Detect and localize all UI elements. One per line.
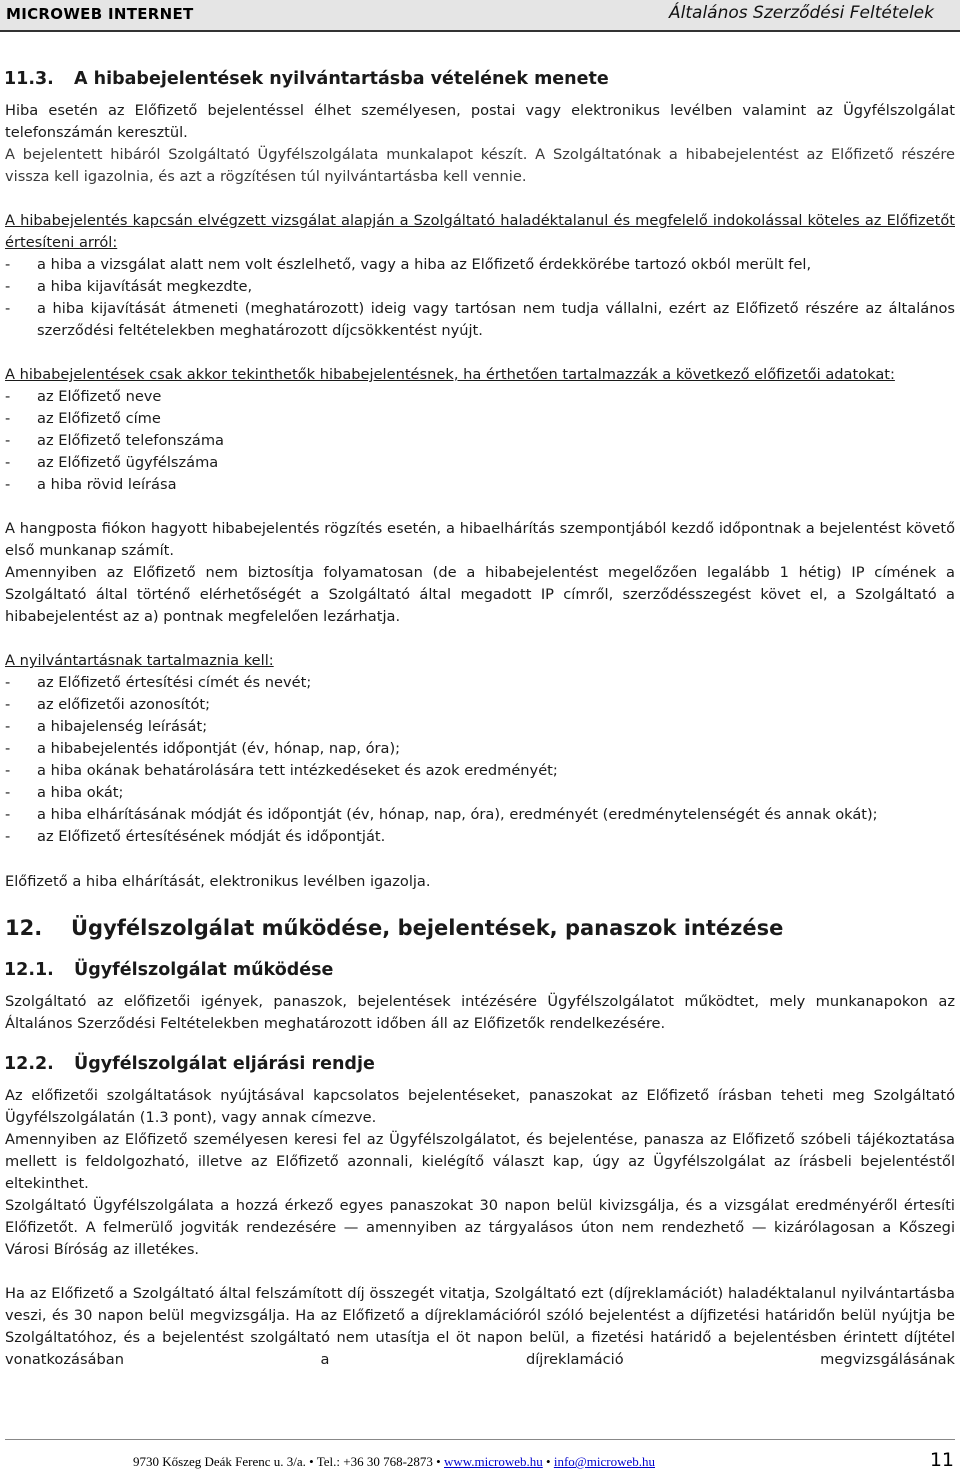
notification-list: [5, 254, 955, 342]
document-body: [5, 66, 955, 1371]
list-item: - a hiba elhárításának módját és időpontját (év, hónap, nap, óra), eredményét (eredménytelenségét és annak okát);: [5, 806, 878, 823]
paragraph: Hiba esetén az Előfizető bejelentéssel élhet személyesen, postai vagy elektronikus levélben valamint az Ügyfélszolgálat telefonszámán keresztül.: [5, 102, 955, 141]
section-title: A hibabejelentések nyilvántartásba vételének menete: [74, 69, 609, 89]
section-heading-11-3: [5, 66, 955, 92]
paragraph: Az előfizetői szolgáltatások nyújtásával kapcsolatos bejelentéseket, panaszokat az Előfizető írásban teheti meg Szolgáltató Ügyfélszolgálatán (1.3 pont), vagy annak címezve.: [5, 1087, 955, 1126]
required-data-list: [5, 386, 955, 496]
list-item: - a hibajelenség leírását;: [5, 718, 208, 735]
company-name: MICROWEB INTERNET: [6, 5, 194, 23]
list-item: - az Előfizető ügyfélszáma: [5, 454, 219, 471]
list-item: - az Előfizető telefonszáma: [5, 432, 224, 449]
section-number: 12.2.: [4, 1054, 54, 1074]
list-item: - a hiba kijavítását átmeneti (meghatározott) ideig vagy tartósan nem tudja vállalni, ezért az Előfizető részére az általános szerződési feltételekben meghatározott díjcsökkentést nyújt.: [5, 300, 955, 339]
list-item: - az Előfizető neve: [5, 388, 162, 405]
paragraph: Amennyiben az Előfizető személyesen keresi fel az Ügyfélszolgálatot, és bejelentése, panasza az Előfizető szóbeli tájékoztatása mellett is feldolgozható, illetve az Előfizető azonnali, kielégítő választ kap, úgy az Ügyfélszolgálat az írásbeli bejelentéstől eltekinthet.: [5, 1131, 955, 1192]
section-number: 11.3.: [4, 69, 54, 89]
list-item: - a hibabejelentés időpontját (év, hónap, nap, óra);: [5, 740, 401, 757]
register-contents-list: [5, 672, 955, 848]
section-number: 12.1.: [4, 960, 54, 980]
footer-address: 9730 Kőszeg Deák Ferenc u. 3/a. • Tel.: +36 30 768-2873 • www.microweb.hu • info@microweb.hu: [133, 1454, 656, 1469]
section-heading-12: [5, 911, 955, 945]
list-item: - a hiba okának behatárolására tett intézkedéseket és azok eredményét;: [5, 762, 558, 779]
section-title: Ügyfélszolgálat működése: [74, 960, 334, 980]
page-header: [0, 0, 960, 32]
list-item: - az Előfizető értesítésének módját és időpontját.: [5, 828, 386, 845]
list-item: - a hiba a vizsgálat alatt nem volt észlelhető, vagy a hiba az Előfizető érdekkörébe tartozó okból merült fel,: [5, 256, 812, 273]
section-title: Ügyfélszolgálat működése, bejelentések, panaszok intézése: [71, 916, 784, 940]
list-item: - a hiba okát;: [5, 784, 124, 801]
footer-divider: [5, 1439, 955, 1440]
paragraph: A hibabejelentés kapcsán elvégzett vizsgálat alapján a Szolgáltató haladéktalanul és megfelelő indokolással köteles az Előfizetőt értesíteni arról:: [5, 212, 955, 251]
page-footer: [0, 1451, 960, 1471]
website-link[interactable]: www.microweb.hu: [443, 1454, 543, 1469]
document-title: Általános Szerződési Feltételek: [669, 3, 934, 23]
section-heading-12-1: [5, 957, 955, 983]
email-link[interactable]: info@microweb.hu: [553, 1454, 656, 1469]
list-item: - az Előfizető címe: [5, 410, 161, 427]
section-heading-12-2: [5, 1051, 955, 1077]
paragraph: A hangposta fiókon hagyott hibabejelentés rögzítés esetén, a hibaelhárítás szempontjából kezdő időpontnak a bejelentést követő első munkanap számít.: [5, 520, 955, 559]
paragraph: A nyilvántartásnak tartalmaznia kell:: [5, 652, 274, 669]
list-item: - a hiba rövid leírása: [5, 476, 177, 493]
list-item: - az előfizetői azonosítót;: [5, 696, 211, 713]
list-item: - az Előfizető értesítési címét és nevét;: [5, 674, 312, 691]
paragraph: Előfizető a hiba elhárítását, elektronikus levélben igazolja.: [5, 873, 431, 890]
paragraph: Ha az Előfizető a Szolgáltató által felszámított díj összegét vitatja, Szolgáltató ezt (díjreklamációt) haladéktalanul nyilvántartásba veszi, és 30 napon belül megvizsgálja. Ha az Előfizető a díjreklamációról szóló bejelentést a díjfizetési határidőn belül nyújtja be Szolgáltatóhoz, és a bejelentést szolgáltató nem utasítja el öt napon belül, a fizetési határidő a bejelentésben érintett díjtétel vonatkozásában a díjreklamáció megvizsgálásának: [5, 1285, 955, 1368]
paragraph: A hibabejelentések csak akkor tekinthetők hibabejelentésnek, ha érthetően tartalmazzák a következő előfizetői adatokat:: [5, 366, 895, 383]
section-title: Ügyfélszolgálat eljárási rendje: [74, 1054, 375, 1074]
paragraph: Amennyiben az Előfizető nem biztosítja folyamatosan (de a hibabejelentést megelőzően legalább 1 hétig) IP címének a Szolgáltató által történő elérhetőségét a Szolgáltató által megadott IP címről, szerződésszegést követ el, a Szolgáltató a hibabejelentést az a) pontnak megfelelően lezárhatja.: [5, 564, 955, 625]
paragraph: A bejelentett hibáról Szolgáltató Ügyfélszolgálata munkalapot készít. A Szolgáltatónak a hibabejelentést az Előfizető részére vissza kell igazolnia, és azt a rögzítésen túl nyilvántartásba kell vennie.: [5, 146, 955, 185]
section-number: 12.: [5, 916, 43, 940]
page-number: 11: [929, 1449, 954, 1471]
list-item: - a hiba kijavítását megkezdte,: [5, 278, 253, 295]
paragraph: Szolgáltató Ügyfélszolgálata a hozzá érkező egyes panaszokat 30 napon belül kivizsgálja, és a vizsgálat eredményéről értesíti Előfizetőt. A felmerülő jogviták rendezésére — amennyiben az tárgyalásos úton nem rendezhető — kizárólagosan a Kőszegi Városi Bíróság az illetékes.: [5, 1197, 955, 1258]
paragraph: Szolgáltató az előfizetői igények, panaszok, bejelentések intézésére Ügyfélszolgálatot működtet, mely munkanapokon az Általános Szerződési Feltételekben meghatározott időben áll az Előfizetők rendelkezésére.: [5, 993, 955, 1032]
